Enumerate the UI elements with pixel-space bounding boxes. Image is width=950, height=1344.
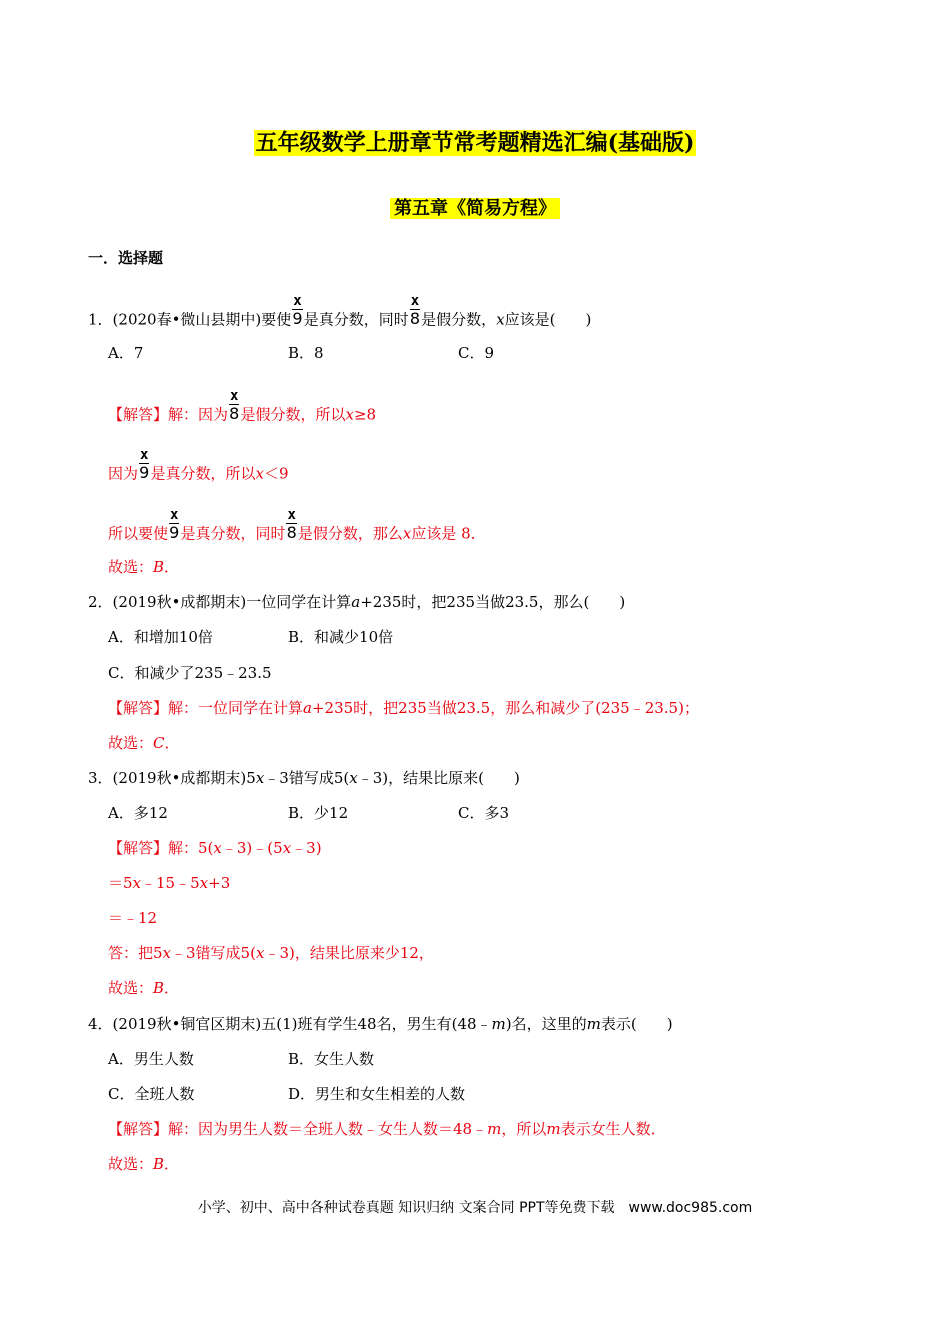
- q3-answer-line-2: ＝5x﹣15﹣5x+3: [108, 874, 231, 892]
- q1-choice: 故选：B．: [108, 558, 180, 576]
- q1-answer-line-2: 因为 $\frac{x}{9}$ 是真分数，所以x＜9: [108, 447, 289, 483]
- q4-option-a: A．男生人数: [108, 1050, 194, 1068]
- q4-choice: 故选：B．: [108, 1155, 180, 1173]
- q4-option-d: D．男生和女生相差的人数: [288, 1085, 466, 1103]
- q3-answer-line-4: 答：把5x﹣3错写成5(x﹣3)，结果比原来少12，: [108, 944, 434, 962]
- q3-option-a: A．多12: [108, 804, 168, 822]
- fraction-x-over-9: $\frac{x}{9}$: [292, 293, 303, 328]
- document-title: 五年级数学上册章节常考题精选汇编(基础版): [255, 130, 695, 156]
- q3-option-c: C．多3: [458, 804, 510, 822]
- q2-choice: 故选：C．: [108, 734, 180, 752]
- fraction-x-over-8: $\frac{x}{8}$: [409, 293, 421, 328]
- question-4-stem: 4．(2019秋•铜官区期末)五(1)班有学生48名，男生有(48﹣m)名，这里的m表示( ): [88, 1015, 673, 1033]
- fraction-x-over-8: $\frac{x}{8}$: [286, 507, 297, 542]
- q4-option-c: C．全班人数: [108, 1085, 195, 1103]
- question-3-stem: 3．(2019秋•成都期末)5x﹣3错写成5(x﹣3)，结果比原来( ): [88, 769, 520, 787]
- q4-answer: 【解答】解：因为男生人数＝全班人数﹣女生人数＝48﹣m，所以m表示女生人数．: [108, 1120, 666, 1138]
- section-heading: 一．选择题: [88, 249, 164, 267]
- footer-banner: 小学、初中、高中各种试卷真题 知识归纳 文案合同 PPT等免费下载 www.doc985.com: [197, 1200, 753, 1216]
- fraction-x-over-9: $\frac{x}{9}$: [139, 447, 150, 482]
- q1-option-c: C．9: [458, 344, 495, 362]
- chapter-title: 第五章《简易方程》: [0, 194, 950, 220]
- fraction-x-over-8: $\frac{x}{8}$: [229, 388, 240, 423]
- fraction-x-over-9: $\frac{x}{9}$: [169, 507, 180, 542]
- q3-answer-line-3: ＝﹣12: [108, 909, 158, 927]
- q1-option-b: B．8: [288, 344, 324, 362]
- q4-option-b: B．女生人数: [288, 1050, 375, 1068]
- q2-option-b: B．和减少10倍: [288, 628, 394, 646]
- q2-option-a: A．和增加10倍: [108, 628, 213, 646]
- q1-answer-line-3: 所以要使 $\frac{x}{9}$ 是真分数，同时 $\frac{x}{8}$ 是假分数，那么x应该是 8．: [108, 507, 486, 543]
- q1-option-a: A．7: [108, 344, 144, 362]
- question-2-stem: 2．(2019秋•成都期末)一位同学在计算a+235时，把235当做23.5，那么( ): [88, 593, 626, 611]
- q3-option-b: B．少12: [288, 804, 349, 822]
- q3-answer-line-1: 【解答】解：5(x﹣3)﹣(5x﹣3): [108, 839, 322, 857]
- question-1-stem: 1．(2020春•微山县期中)要使 $\frac{x}{9}$ 是真分数，同时 $\frac{x}{8}$ 是假分数，x应该是( ): [88, 293, 592, 329]
- q2-option-c: C．和减少了235﹣23.5: [108, 664, 272, 682]
- q1-answer-line-1: 【解答】解：因为 $\frac{x}{8}$ 是假分数，所以x≥8: [108, 388, 377, 424]
- q2-answer: 【解答】解：一位同学在计算a+235时，把235当做23.5，那么和减少了(235﹣23.5)；: [108, 699, 699, 717]
- q3-choice: 故选：B．: [108, 979, 180, 997]
